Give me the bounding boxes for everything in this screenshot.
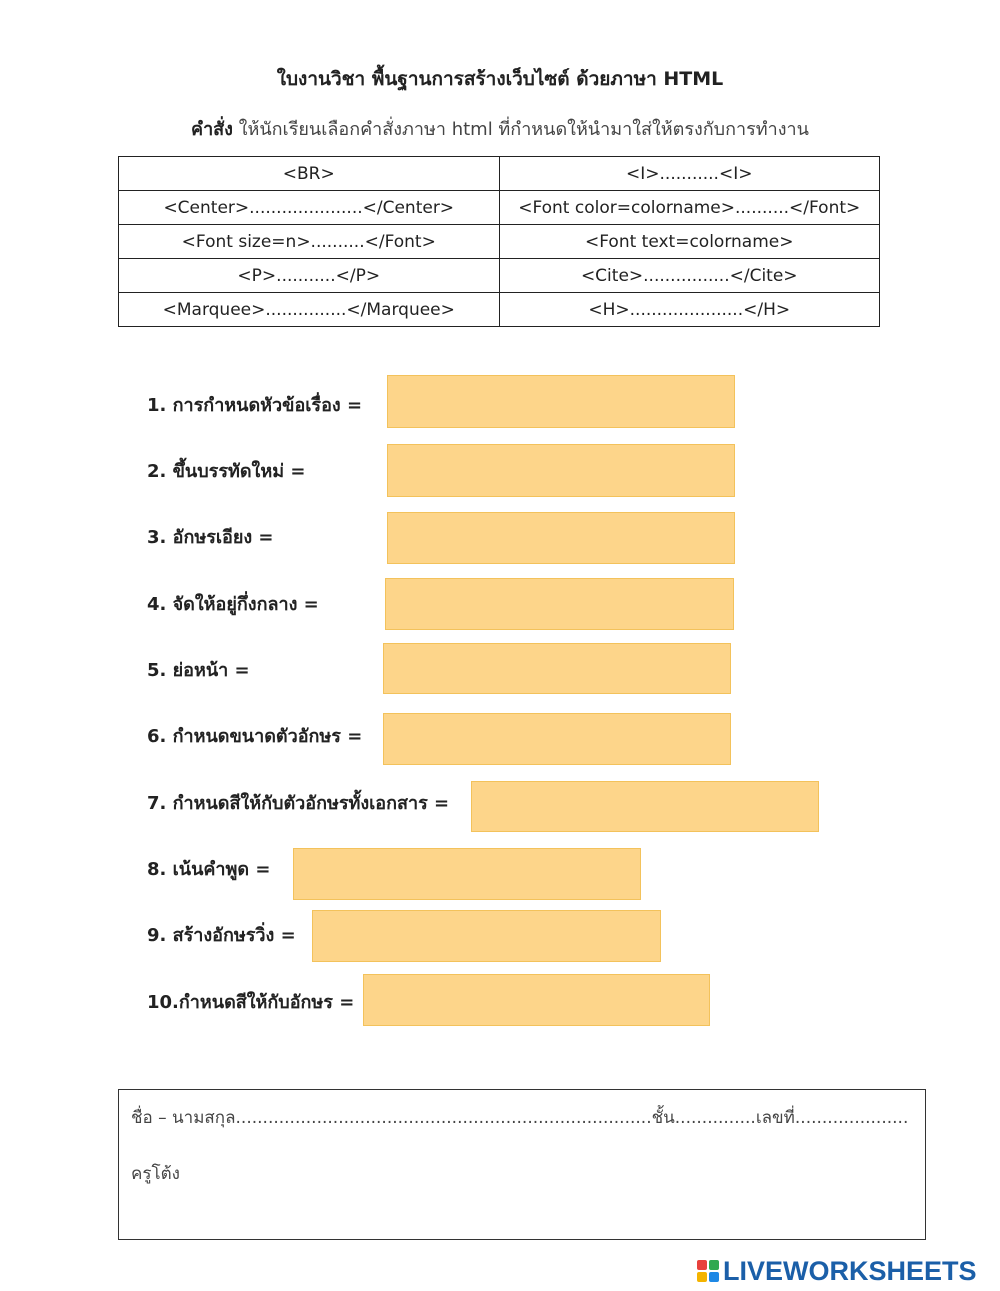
answer-box-10[interactable] [363, 974, 710, 1026]
logo-square-yellow [697, 1272, 707, 1282]
table-row [119, 191, 880, 225]
table-row [119, 225, 880, 259]
table-cell: <Cite>................</Cite> [499, 259, 880, 293]
question-3-label: 3. อักษรเอียง = [147, 527, 274, 548]
answer-box-1[interactable] [387, 375, 735, 428]
question-10-label: 10.กำหนดสีให้กับอักษร = [147, 992, 355, 1013]
answer-box-4[interactable] [385, 578, 734, 630]
question-4-label: 4. จัดให้อยู่กึ่งกลาง = [147, 594, 319, 615]
student-name-line: ชื่อ – นามสกุล.............................................................................ชั้น...............เลขที่..................... [131, 1108, 909, 1128]
question-9-label: 9. สร้างอักษรวิ่ง = [147, 925, 296, 946]
table-cell: <I>...........<I> [499, 157, 880, 191]
table-cell: <Center>.....................</Center> [119, 191, 500, 225]
table-cell: <BR> [119, 157, 500, 191]
answer-box-2[interactable] [387, 444, 735, 497]
question-5-label: 5. ย่อหน้า = [147, 660, 250, 681]
instruction-label: คำสั่ง [191, 119, 233, 140]
question-1-label: 1. การกำหนดหัวข้อเรื่อง = [147, 395, 363, 416]
table-cell: <Marquee>...............</Marquee> [119, 293, 500, 327]
answer-box-3[interactable] [387, 512, 735, 564]
answer-box-6[interactable] [383, 713, 731, 765]
table-row [119, 259, 880, 293]
table-cell: <Font size=n>..........</Font> [119, 225, 500, 259]
table-cell: <Font color=colorname>..........</Font> [499, 191, 880, 225]
logo-square-blue [709, 1272, 719, 1282]
question-8-label: 8. เน้นคำพูด = [147, 859, 271, 880]
instruction-text: ให้นักเรียนเลือกคำสั่งภาษา html ที่กำหนดให้นำมาใส่ให้ตรงกับการทำงาน [232, 119, 809, 140]
student-info-box [118, 1089, 926, 1240]
answer-box-8[interactable] [293, 848, 641, 900]
answer-box-5[interactable] [383, 643, 731, 694]
teacher-name: ครูโต้ง [131, 1164, 180, 1184]
logo-text: LIVEWORKSHEETS [723, 1255, 977, 1286]
table-cell: <P>...........</P> [119, 259, 500, 293]
liveworksheets-logo [697, 1256, 977, 1286]
table-row [119, 157, 880, 191]
question-6-label: 6. กำหนดขนาดตัวอักษร = [147, 726, 363, 747]
table-cell: <H>.....................</H> [499, 293, 880, 327]
table-row [119, 293, 880, 327]
question-2-label: 2. ขึ้นบรรทัดใหม่ = [147, 461, 306, 482]
reference-table [118, 156, 880, 327]
logo-square-red [697, 1260, 707, 1270]
instruction [0, 114, 1000, 143]
table-cell: <Font text=colorname> [499, 225, 880, 259]
logo-icon [697, 1260, 719, 1282]
question-7-label: 7. กำหนดสีให้กับตัวอักษรทั้งเอกสาร = [147, 793, 450, 814]
answer-box-7[interactable] [471, 781, 819, 832]
logo-square-green [709, 1260, 719, 1270]
answer-box-9[interactable] [312, 910, 661, 962]
worksheet-title: ใบงานวิชา พื้นฐานการสร้างเว็บไซต์ ด้วยภาษา HTML [276, 68, 724, 90]
